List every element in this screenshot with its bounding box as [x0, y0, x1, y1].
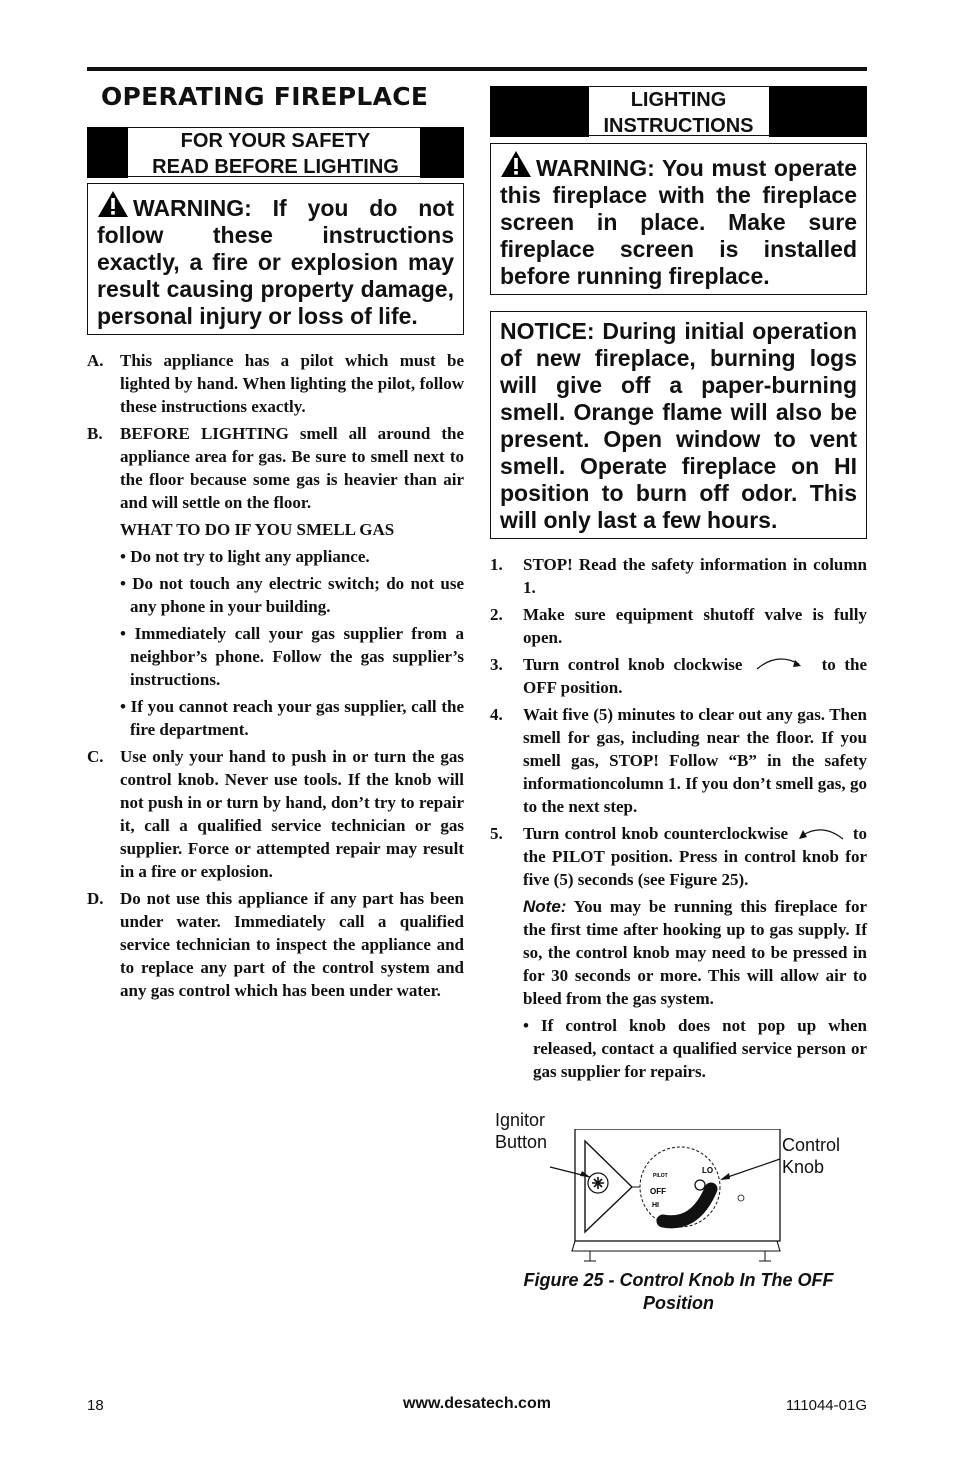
smell-gas-heading: WHAT TO DO IF YOU SMELL GAS: [120, 520, 395, 539]
page-number: 18: [87, 1397, 104, 1414]
step-item: [490, 603, 867, 649]
banner-block-right: [769, 86, 867, 137]
step-item: [490, 553, 867, 599]
svg-text:HI: HI: [652, 1202, 659, 1209]
warning-label: WARNING:: [536, 155, 655, 181]
svg-text:LO: LO: [702, 1166, 714, 1175]
bullet-item: • Do not touch any electric switch; do not use any phone in your building.: [120, 574, 464, 616]
banner-block-left: [87, 127, 128, 178]
warning-triangle-icon: [500, 150, 532, 178]
lighting-steps: [490, 553, 867, 1083]
warning-label: WARNING:: [133, 195, 252, 221]
left-column: [87, 80, 464, 1002]
clockwise-arrow-icon: [755, 654, 809, 672]
list-item: [87, 887, 464, 1002]
item-marker: C.: [87, 747, 104, 766]
step-text: Make sure equipment shutoff valve is fully open.: [523, 605, 867, 647]
item-marker: D.: [87, 889, 104, 908]
figure-caption: [490, 1263, 867, 1315]
bullet-item: • Immediately call your gas supplier from a neighbor’s phone. Follow the gas supplier’s instructions.: [120, 624, 464, 689]
item-text: This appliance has a pilot which must be lighted by hand. When lighting the pilot, follow these instructions exactly.: [120, 351, 464, 416]
counterclockwise-arrow-icon: [795, 825, 845, 843]
safety-banner-line2: READ BEFORE LIGHTING: [152, 156, 399, 178]
website-link[interactable]: www.desatech.com: [403, 1395, 551, 1412]
step-text: STOP! Read the safety information in column 1.: [523, 555, 867, 597]
note-paragraph: [490, 895, 867, 1010]
item-marker: A.: [87, 351, 104, 370]
note-label: Note:: [523, 897, 567, 916]
screen-warning-box: [490, 143, 867, 295]
warning-triangle-icon: [97, 190, 129, 218]
fire-warning-box: [87, 183, 464, 335]
control-knob-label: Control Knob: [782, 1135, 841, 1177]
step-marker: 3.: [490, 655, 503, 674]
step-item: [490, 703, 867, 818]
step-text-before: Turn control knob clockwise: [523, 655, 743, 674]
step-text-after: to the OFF position.: [523, 655, 868, 697]
lighting-banner-line2: INSTRUCTIONS: [603, 115, 754, 137]
step-marker: 2.: [490, 605, 503, 624]
top-rule: [87, 67, 867, 71]
bullet-item: • If you cannot reach your gas supplier, call the fire department.: [120, 697, 464, 739]
bullet-item: • Do not try to light any appliance.: [120, 547, 370, 566]
step-marker: 1.: [490, 555, 503, 574]
note-text: You may be running this fireplace for the first time after hooking up to gas supply. If so, the control knob may need to be pressed in for 30 seconds or more. This will allow air to bleed from the gas system.: [523, 897, 867, 1008]
document-number: 111044-01G: [785, 1397, 867, 1414]
figure-25: [490, 1109, 867, 1313]
step-item: [490, 653, 867, 699]
caption-line1: Figure 25 - Control Knob In The OFF: [523, 1270, 834, 1290]
warning-text: You must operate this fireplace with the fireplace screen in place. Make sure fireplace screen is installed before running fireplace.: [500, 155, 858, 289]
banner-block-right: [420, 127, 464, 178]
safety-list: [87, 349, 464, 1002]
right-column: [490, 86, 868, 1313]
step-text-before: Turn control knob counterclockwise: [523, 824, 789, 843]
svg-text:PILOT: PILOT: [653, 1173, 668, 1179]
list-item: [87, 745, 464, 883]
list-item: [87, 422, 464, 514]
warning-text: If you do not follow these instructions exactly, a fire or explosion may result causing property damage, personal injury or loss of life.: [97, 195, 454, 329]
page-footer: [87, 1395, 867, 1415]
list-item: [87, 349, 464, 418]
item-text: BEFORE LIGHTING smell all around the appliance area for gas. Be sure to smell next to the floor because some gas is heavier than air and will settle on the floor.: [120, 424, 464, 512]
notice-text: NOTICE: During initial operation of new fireplace, burning logs will give off a paper-burning smell. Orange flame will also be present. Open window to vent smell. Operate fireplace on HI position to burn off odor. This will only last a few hours.: [500, 318, 857, 533]
item-marker: B.: [87, 424, 103, 443]
ignitor-label: Ignitor Button: [495, 1110, 548, 1152]
notice-box: [490, 311, 867, 539]
step-item: [490, 822, 867, 891]
item-text: Do not use this appliance if any part has been under water. Immediately call a qualified service technician to inspect the appliance and to replace any part of the control system and any gas control which has been under water.: [120, 889, 464, 1000]
step-marker: 5.: [490, 824, 503, 843]
lighting-banner: [490, 86, 867, 136]
lighting-banner-line1: LIGHTING: [630, 89, 727, 111]
safety-banner-line1: FOR YOUR SAFETY: [180, 130, 371, 152]
banner-block-left: [490, 86, 589, 137]
note-bullet: • If control knob does not pop up when released, contact a qualified service person or gas supplier for repairs.: [523, 1016, 867, 1081]
control-valve-diagram: [490, 1129, 867, 1279]
svg-text:OFF: OFF: [650, 1187, 666, 1196]
step-text: Wait five (5) minutes to clear out any gas. Then smell for gas, including near the floor. If you smell gas, STOP! Follow “B” in the safety informationcolumn 1. If you don’t smell gas, go to the next step.: [523, 705, 867, 816]
page-title: OPERATING FIREPLACE: [101, 82, 429, 111]
step-marker: 4.: [490, 705, 503, 724]
item-text: Use only your hand to push in or turn the gas control knob. Never use tools. If the knob will not push in or turn by hand, don’t try to repair it, call a qualified service technician or gas supplier. Force or attempted repair may result in a fire or explosion.: [120, 747, 464, 881]
caption-line2: Position: [643, 1293, 714, 1313]
step-text-after: to the PILOT position. Press in control knob for five (5) seconds (see Figure 25).: [523, 824, 867, 889]
safety-banner: [87, 127, 464, 177]
